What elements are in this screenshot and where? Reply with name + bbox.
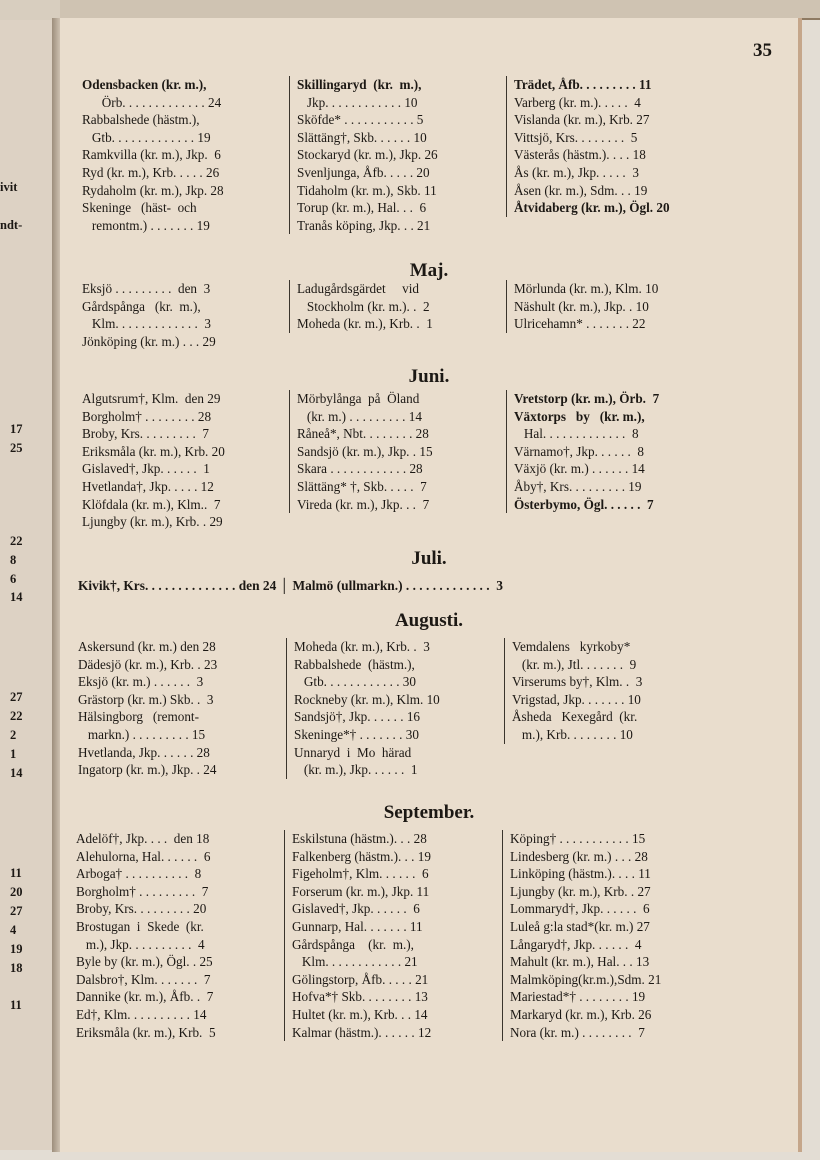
entry: Åby†, Krs. . . . . . . . . 19 <box>514 478 642 494</box>
entry: Åtvidaberg (kr. m.), Ögl. 20 <box>514 200 670 216</box>
left-number: 6 <box>10 572 17 586</box>
book-page <box>60 18 802 1152</box>
entry: Mariestad*† . . . . . . . . 19 <box>510 989 646 1005</box>
entry: Moheda (kr. m.), Krb. . 3 <box>294 639 430 654</box>
left-number: 22 <box>10 534 23 548</box>
entry: Österbymo, Ögl. . . . . . 7 <box>514 496 654 512</box>
left-number: 14 <box>10 590 23 604</box>
entry: (kr. m.), Jkp. . . . . . 1 <box>294 762 418 778</box>
entry: Adelöf†, Jkp. . . . den 18 <box>76 831 210 846</box>
entry: Skillingaryd (kr. m.), <box>297 77 422 92</box>
column <box>76 830 282 1041</box>
entry: Gtb. . . . . . . . . . . . . 19 <box>82 129 211 145</box>
column <box>506 390 724 513</box>
entry: Forserum (kr. m.), Jkp. 11 <box>292 883 430 899</box>
entry: Gislaved†, Jkp. . . . . . 6 <box>292 901 420 917</box>
entry: Åsheda Kexegård (kr. <box>512 709 638 725</box>
entry: Skeninge*† . . . . . . . 30 <box>294 726 419 742</box>
entry: Tidaholm (kr. m.), Skb. 11 <box>297 182 437 198</box>
entry: Rabbalshede (hästm.), <box>294 656 415 672</box>
entry: Eskilstuna (hästm.). . . 28 <box>292 831 427 846</box>
entry: Mahult (kr. m.), Hal. . . 13 <box>510 954 650 970</box>
entry: Jönköping (kr. m.) . . . 29 <box>82 333 216 349</box>
left-number: 25 <box>10 441 23 455</box>
entry: Ryd (kr. m.), Krb. . . . . 26 <box>82 164 220 180</box>
entry: Ladugårdsgärdet vid <box>297 281 419 296</box>
entry: Skeninge (häst- och <box>82 200 197 216</box>
entry: Linköping (hästm.). . . . 11 <box>510 866 651 882</box>
left-number: 4 <box>10 923 17 937</box>
entry: Eriksmåla (kr. m.), Krb. 5 <box>76 1024 216 1040</box>
entry: Slättäng†, Skb. . . . . . 10 <box>297 129 427 145</box>
left-number: 8 <box>10 553 17 567</box>
entry: Askersund (kr. m.) den 28 <box>78 639 216 654</box>
entry: m.), Jkp. . . . . . . . . . 4 <box>76 936 205 952</box>
entry: (kr. m.) . . . . . . . . . 14 <box>297 408 422 424</box>
left-word: ndt- <box>0 218 23 232</box>
entry: Vemdalens kyrkoby* <box>512 639 631 654</box>
page-number: 35 <box>753 40 772 61</box>
entry: Jkp. . . . . . . . . . . . 10 <box>297 94 418 110</box>
entry: Tranås köping, Jkp. . . 21 <box>297 217 431 233</box>
entry: Borgholm† . . . . . . . . 28 <box>82 408 212 424</box>
entry: Rydaholm (kr. m.), Jkp. 28 <box>82 182 224 198</box>
entry: Ljungby (kr. m.), Krb. . 29 <box>82 514 223 530</box>
entry: Sandsjö (kr. m.), Jkp. . 15 <box>297 443 433 459</box>
entry: Köping† . . . . . . . . . . . 15 <box>510 831 646 846</box>
entry: Dannike (kr. m.), Åfb. . 7 <box>76 989 214 1005</box>
entry: Skara . . . . . . . . . . . . 28 <box>297 461 423 477</box>
entry: Falkenberg (hästm.). . . 19 <box>292 848 431 864</box>
entry: Hälsingborg (remont- <box>78 709 199 725</box>
entry: Figeholm†, Klm. . . . . . 6 <box>292 866 429 882</box>
entry: Ed†, Klm. . . . . . . . . . 14 <box>76 1006 207 1022</box>
entry: Gislaved†, Jkp. . . . . . 1 <box>82 461 210 477</box>
entry: Kivik†, Krs. . . . . . . . . . . . . . den 24 <box>78 578 277 593</box>
entry: markn.) . . . . . . . . . 15 <box>78 726 206 742</box>
left-number: 18 <box>10 961 23 975</box>
entry: Trädet, Åfb. . . . . . . . . 11 <box>514 77 652 92</box>
left-number: 27 <box>10 904 23 918</box>
entry: Västerås (hästm.). . . . 18 <box>514 147 646 163</box>
entry: Växjö (kr. m.) . . . . . . 14 <box>514 461 645 477</box>
entry: Växtorps by (kr. m.), <box>514 408 645 424</box>
entry: Byle by (kr. m.), Ögl. . 25 <box>76 954 213 970</box>
entry: Eriksmåla (kr. m.), Krb. 20 <box>82 443 225 459</box>
entry: Klm. . . . . . . . . . . . . 3 <box>82 316 211 332</box>
entry: m.), Krb. . . . . . . . 10 <box>512 726 633 742</box>
entry: Sköfde* . . . . . . . . . . . 5 <box>297 112 424 128</box>
column <box>289 390 497 513</box>
entry: Ramkvilla (kr. m.), Jkp. 6 <box>82 147 221 163</box>
juli-row: Kivik†, Krs. . . . . . . . . . . . . . den 24 │ Malmö (ullmarkn.) . . . . . . . . . . . . . 3 <box>78 578 503 593</box>
entry: Gårdspånga (kr. m.), <box>82 298 201 314</box>
entry: Virserums by†, Klm. . 3 <box>512 674 643 690</box>
entry: Hvetlanda†, Jkp. . . . . 12 <box>82 478 214 494</box>
entry: (kr. m.), Jtl. . . . . . . 9 <box>512 656 637 672</box>
entry: Klöfdala (kr. m.), Klm.. 7 <box>82 496 221 512</box>
entry: Varberg (kr. m.). . . . . 4 <box>514 94 641 110</box>
entry: Hvetlanda, Jkp. . . . . . 28 <box>78 744 210 760</box>
entry: Lommaryd†, Jkp. . . . . . 6 <box>510 901 650 917</box>
left-number: 11 <box>10 866 22 880</box>
entry: Ulricehamn* . . . . . . . 22 <box>514 316 646 332</box>
entry: Hultet (kr. m.), Krb. . . 14 <box>292 1006 428 1022</box>
month-heading: Maj. <box>409 260 449 281</box>
column <box>284 830 496 1041</box>
left-number: 17 <box>10 422 23 436</box>
entry: Näshult (kr. m.), Jkp. . 10 <box>514 298 649 314</box>
entry: Broby, Krs. . . . . . . . . 7 <box>82 426 209 442</box>
entry: Vireda (kr. m.), Jkp. . . 7 <box>297 496 430 512</box>
entry: Sandsjö†, Jkp. . . . . . 16 <box>294 709 421 725</box>
entry: Åsen (kr. m.), Sdm. . . 19 <box>514 182 648 198</box>
left-number: 20 <box>10 885 23 899</box>
entry: Ljungby (kr. m.), Krb. . 27 <box>510 883 651 899</box>
column <box>82 280 282 350</box>
entry: Ingatorp (kr. m.), Jkp. . 24 <box>78 762 217 778</box>
entry: Moheda (kr. m.), Krb. . 1 <box>297 316 433 332</box>
column <box>289 280 497 333</box>
entry: Brostugan i Skede (kr. <box>76 918 204 934</box>
entry: Råneå*, Nbt. . . . . . . . 28 <box>297 426 429 442</box>
column <box>78 638 282 779</box>
entry: Ås (kr. m.), Jkp. . . . . 3 <box>514 164 639 180</box>
column <box>502 830 724 1041</box>
entry: Mörlunda (kr. m.), Klm. 10 <box>514 281 659 296</box>
left-number: 27 <box>10 690 23 704</box>
entry: Vretstorp (kr. m.), Örb. 7 <box>514 391 660 406</box>
entry: Torup (kr. m.), Hal. . . 6 <box>297 200 427 216</box>
left-page-edge <box>0 20 54 1150</box>
entry: Örb. . . . . . . . . . . . . 24 <box>82 94 222 110</box>
entry: Gölingstorp, Åfb. . . . . 21 <box>292 971 429 987</box>
left-word: ivit <box>0 180 18 194</box>
entry: Dädesjö (kr. m.), Krb. . 23 <box>78 656 218 672</box>
entry: Borgholm† . . . . . . . . . 7 <box>76 883 209 899</box>
entry: Gunnarp, Hal. . . . . . . 11 <box>292 918 423 934</box>
entry: Malmköping(kr.m.),Sdm. 21 <box>510 971 662 987</box>
entry: Stockholm (kr. m.). . 2 <box>297 298 430 314</box>
entry: Rockneby (kr. m.), Klm. 10 <box>294 691 440 707</box>
left-number: 14 <box>10 766 23 780</box>
entry: Värnamo†, Jkp. . . . . . 8 <box>514 443 645 459</box>
entry: Eksjö (kr. m.) . . . . . . 3 <box>78 674 204 690</box>
entry: Hal. . . . . . . . . . . . . 8 <box>514 426 639 442</box>
entry: Svenljunga, Åfb. . . . . 20 <box>297 164 430 180</box>
left-number: 1 <box>10 747 17 761</box>
column <box>82 390 282 531</box>
entry: Stockaryd (kr. m.), Jkp. 26 <box>297 147 438 163</box>
entry: Algutsrum†, Klm. den 29 <box>82 391 221 406</box>
column <box>506 280 724 333</box>
entry: Kalmar (hästm.). . . . . . 12 <box>292 1024 432 1040</box>
entry: Klm. . . . . . . . . . . . 21 <box>292 954 418 970</box>
entry: Unnaryd i Mo härad <box>294 744 412 760</box>
entry: remontm.) . . . . . . . 19 <box>82 217 210 233</box>
column <box>286 638 496 779</box>
entry: Odensbacken (kr. m.), <box>82 77 207 92</box>
entry: Slättäng* †, Skb. . . . . 7 <box>297 478 427 494</box>
entry: Gtb. . . . . . . . . . . . 30 <box>294 674 416 690</box>
entry: Lindesberg (kr. m.) . . . 28 <box>510 848 648 864</box>
entry: Eksjö . . . . . . . . . den 3 <box>82 281 211 296</box>
entry: Luleå g:la stad*(kr. m.) 27 <box>510 918 650 934</box>
month-heading: Augusti. <box>394 610 464 631</box>
month-heading: Juli. <box>411 548 447 569</box>
entry: Malmö (ullmarkn.) . . . . . . . . . . . . . 3 <box>292 578 503 593</box>
column <box>506 76 724 217</box>
entry: Rabbalshede (hästm.), <box>82 112 200 128</box>
entry: Dalsbro†, Klm. . . . . . . 7 <box>76 971 211 987</box>
entry: Gårdspånga (kr. m.), <box>292 936 414 952</box>
entry: Broby, Krs. . . . . . . . . 20 <box>76 901 207 917</box>
entry: Markaryd (kr. m.), Krb. 26 <box>510 1006 652 1022</box>
left-number: 22 <box>10 709 23 723</box>
month-heading: Juni. <box>408 366 450 387</box>
entry: Långaryd†, Jkp. . . . . . 4 <box>510 936 642 952</box>
entry: Vrigstad, Jkp. . . . . . . 10 <box>512 691 641 707</box>
entry: Vislanda (kr. m.), Krb. 27 <box>514 112 650 128</box>
entry: Vittsjö, Krs. . . . . . . . 5 <box>514 129 638 145</box>
column <box>504 638 724 744</box>
left-number: 11 <box>10 998 22 1012</box>
entry: Alehulorna, Hal. . . . . . 6 <box>76 848 211 864</box>
column <box>82 76 282 234</box>
entry: Grästorp (kr. m.) Skb. . 3 <box>78 691 214 707</box>
month-heading: September. <box>383 802 475 823</box>
left-number: 19 <box>10 942 23 956</box>
left-number: 2 <box>10 728 17 742</box>
entry: Arboga† . . . . . . . . . . 8 <box>76 866 202 882</box>
column <box>289 76 497 234</box>
page-top-strip <box>0 0 820 20</box>
entry: Nora (kr. m.) . . . . . . . . 7 <box>510 1024 645 1040</box>
entry: Mörbylånga på Öland <box>297 391 420 406</box>
entry: Hofva*† Skb. . . . . . . . 13 <box>292 989 428 1005</box>
